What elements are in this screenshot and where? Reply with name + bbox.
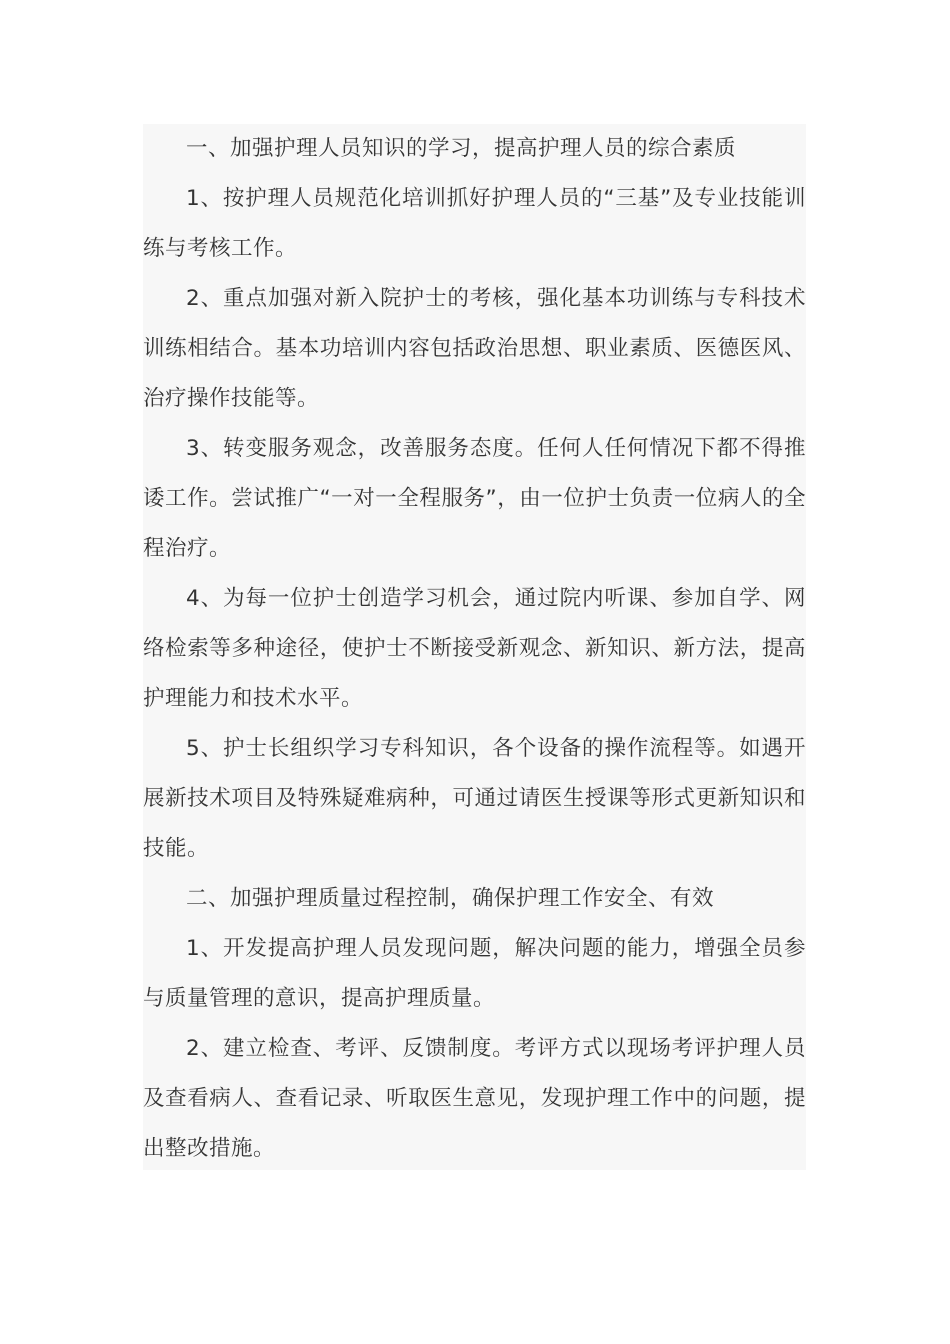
section-heading-2: 二、加强护理质量过程控制，确保护理工作安全、有效 [186, 886, 715, 911]
paragraph-item-3: 3、转变服务观念，改善服务态度。任何人任何情况下都不得推诿工作。尝试推广“一对一全程服务”，由一位护士负责一位病人的全程治疗。 [143, 436, 806, 561]
section-heading-1: 一、加强护理人员知识的学习，提高护理人员的综合素质 [186, 136, 737, 161]
paragraph-item-1: 1、按护理人员规范化培训抓好护理人员的“三基”及专业技能训练与考核工作。 [143, 186, 806, 261]
paragraph-item-5: 5、护士长组织学习专科知识，各个设备的操作流程等。如遇开展新技术项目及特殊疑难病种，可通过请医生授课等形式更新知识和技能。 [143, 736, 806, 861]
document-body [143, 124, 806, 1174]
paragraph-item-7: 2、建立检查、考评、反馈制度。考评方式以现场考评护理人员及查看病人、查看记录、听取医生意见，发现护理工作中的问题，提出整改措施。 [143, 1036, 806, 1161]
paragraph-item-4: 4、为每一位护士创造学习机会，通过院内听课、参加自学、网络检索等多种途径，使护士不断接受新观念、新知识、新方法，提高护理能力和技术水平。 [143, 586, 806, 711]
paragraph-item-6: 1、开发提高护理人员发现问题，解决问题的能力，增强全员参与质量管理的意识，提高护理质量。 [143, 936, 806, 1011]
paragraph-item-2: 2、重点加强对新入院护士的考核，强化基本功训练与专科技术训练相结合。基本功培训内容包括政治思想、职业素质、医德医风、治疗操作技能等。 [143, 286, 806, 411]
